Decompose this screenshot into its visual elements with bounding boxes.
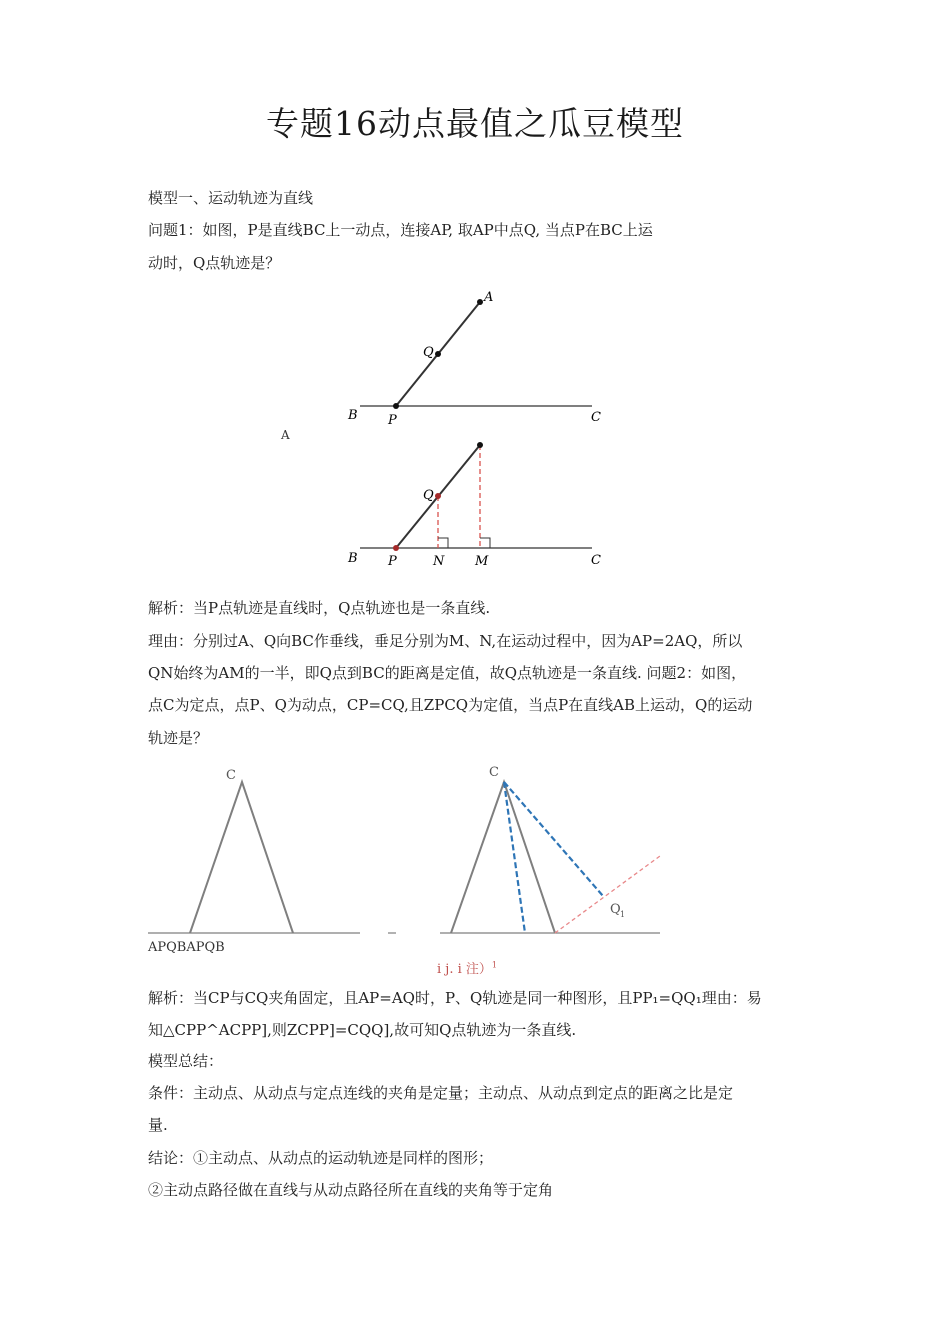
summary-conclusion-line1: 结论：①主动点、从动点的运动轨迹是同样的图形； [148, 1149, 494, 1167]
analysis1-line5: 轨迹是？ [148, 729, 209, 747]
label-a: A [484, 290, 494, 305]
bottom-labels: APQBAPQB [148, 940, 225, 955]
label-b: B [348, 551, 358, 566]
left-triangle [190, 782, 293, 933]
summary-conclusion-line2: ②主动点路径做在直线与从动点路径所在直线的夹角等于定角 [148, 1181, 554, 1199]
label-q1: Q [610, 902, 621, 917]
figure3-diagram [140, 760, 680, 960]
label-c: C [591, 553, 601, 568]
label-q: Q [423, 488, 434, 503]
summary-heading: 模型总结： [148, 1052, 224, 1070]
blue-dash-cq1 [504, 782, 603, 896]
problem1-line2: 动时，Q点轨迹是？ [148, 254, 281, 272]
point-q [435, 493, 441, 499]
analysis1-line2: 理由：分别过A、Q向BC作垂线，垂足分别为M、N,在运动过程中，因为AP=2AQ，所以 [148, 632, 743, 650]
figure1-diagram [340, 285, 620, 430]
summary-condition-line2: 量. [148, 1116, 168, 1134]
analysis1-line1: 解析：当P点轨迹是直线时，Q点轨迹也是一条直线. [148, 599, 491, 617]
analysis2-line1: 解析：当CP与CQ夹角固定，且AP=AQ时，P、Q轨迹是同一种图形，且PP₁=QQ₁理由：易 [148, 989, 762, 1007]
figure2-diagram [340, 438, 620, 573]
figure-side-label: A [281, 428, 290, 442]
page-title: 专题16动点最值之瓜豆模型 [266, 104, 684, 143]
right-triangle [451, 782, 555, 933]
label-n: N [433, 554, 445, 569]
right-label-c: C [489, 765, 499, 780]
point-a [477, 442, 483, 448]
point-q [435, 351, 441, 357]
label-q: Q [423, 345, 434, 360]
analysis1-line4: 点C为定点，点P、Q为动点，CP=CQ,且ZPCQ为定值，当点P在直线AB上运动，Q的运动 [148, 696, 753, 714]
blue-dash-cp1 [504, 782, 525, 933]
label-m: M [475, 554, 489, 569]
label-b: B [348, 408, 358, 423]
figure3-caption: i j. i 注）$^1$ [437, 960, 497, 977]
label-p: P [388, 413, 397, 428]
analysis1-line3: QN始终为AM的一半，即Q点到BC的距离是定值，故Q点轨迹是一条直线. 问题2：如图， [148, 664, 747, 682]
summary-condition-line1: 条件：主动点、从动点与定点连线的夹角是定量；主动点、从动点到定点的距离之比是定 [148, 1084, 734, 1102]
analysis2-line2: 知△CPP^ACPP],则ZCPP]=CQQ],故可知Q点轨迹为一条直线. [148, 1021, 577, 1039]
pink-dash-path [555, 856, 660, 933]
point-p [393, 545, 399, 551]
label-q1-sub: 1 [620, 910, 626, 919]
point-p [393, 403, 399, 409]
right-angle-m [480, 538, 490, 548]
problem1-line1: 问题1：如图，P是直线BC上一动点，连接AP, 取AP中点Q, 当点P在BC上运 [148, 221, 653, 239]
right-angle-n [438, 538, 448, 548]
label-p: P [388, 554, 397, 569]
left-label-c: C [226, 768, 236, 783]
section-heading: 模型一、运动轨迹为直线 [148, 189, 314, 207]
point-a [477, 299, 483, 305]
label-c: C [591, 410, 601, 425]
